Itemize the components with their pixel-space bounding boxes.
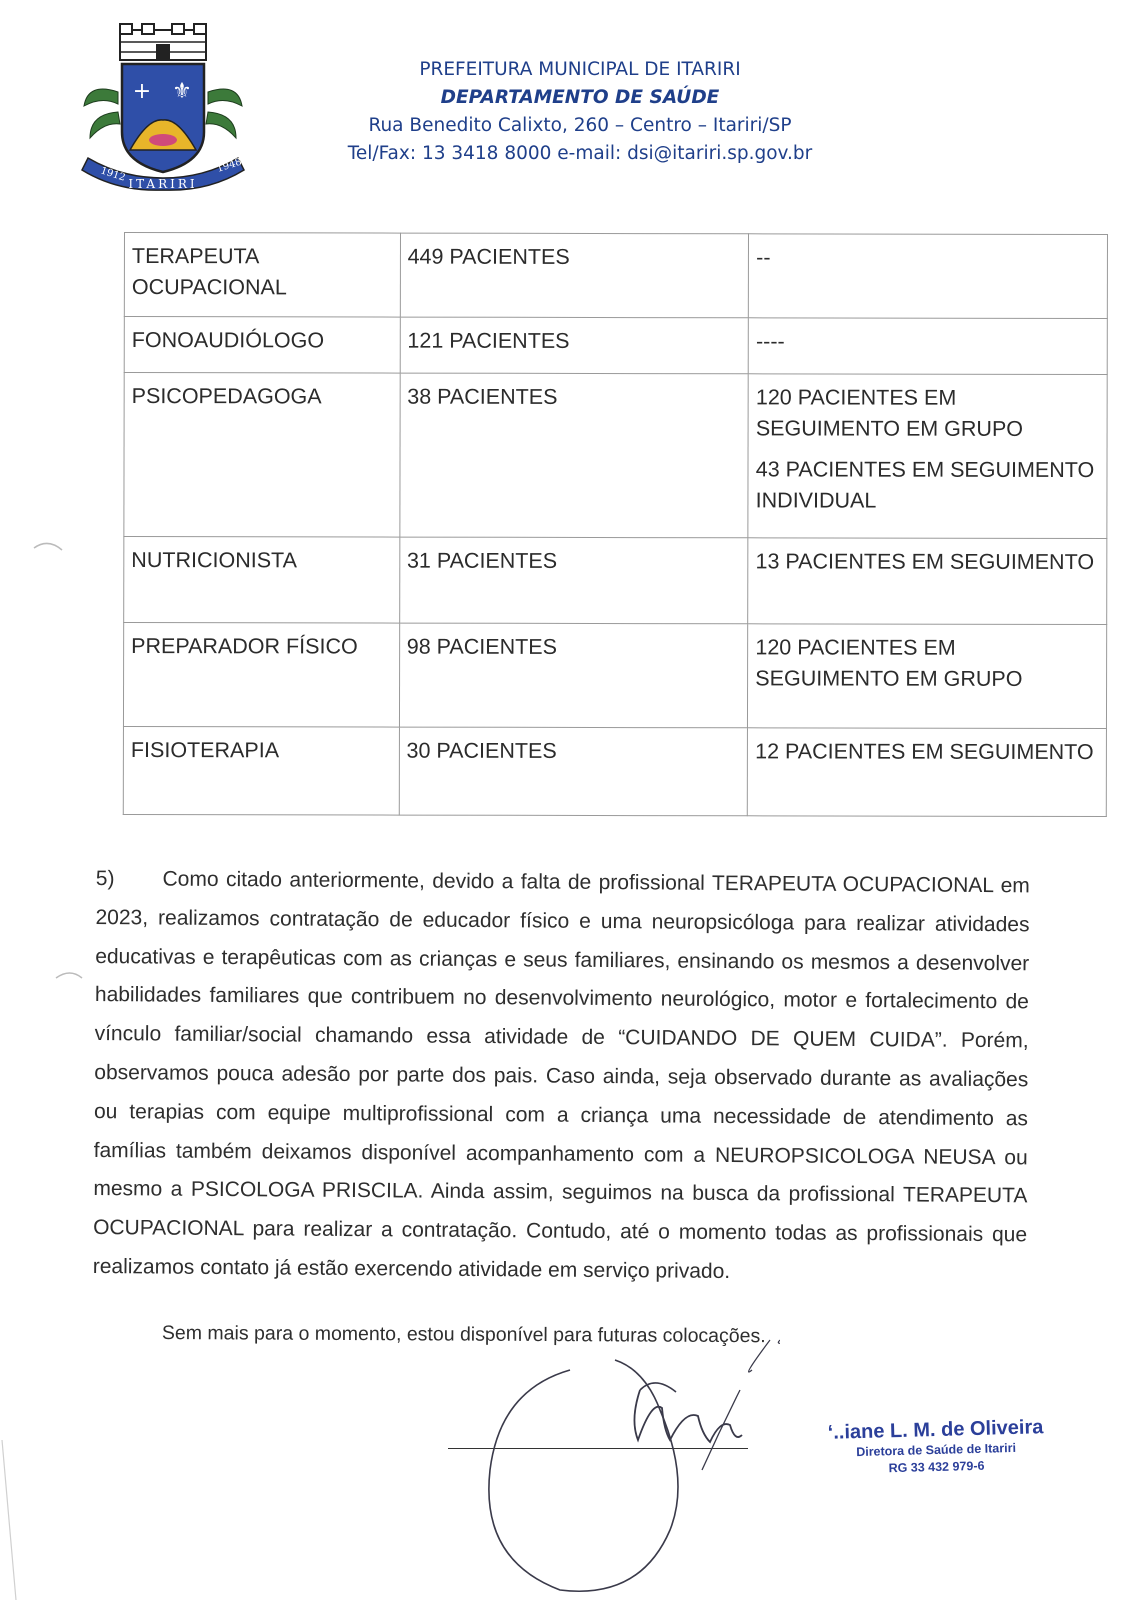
follow-up-cell: ---- [748,318,1107,375]
closing-line: Sem mais para o momento, estou disponível para futuras colocações. [161,1322,766,1348]
table-row [124,233,1107,319]
address: Rua Benedito Calixto, 260 – Centro – Itariri/SP [368,115,792,136]
follow-up-cell: -- [749,234,1108,319]
svg-text:1948: 1948 [215,156,244,175]
mural-crown-icon [120,24,206,60]
patients-cell: 38 PACIENTES [400,373,749,538]
follow-up-cell: 12 PACIENTES EM SEGUIMENTO [748,728,1107,817]
profession-cell: TERAPEUTA OCUPACIONAL [124,233,400,318]
contact-info: Tel/Fax: 13 3418 8000 e-mail: dsi@itariri.sp.gov.br [347,143,813,164]
profession-cell: FONOAUDIÓLOGO [124,317,400,374]
profession-cell: NUTRICIONISTA [124,537,400,624]
patients-table [123,232,1108,817]
handwritten-signature [440,1330,780,1600]
official-stamp [815,1415,1056,1479]
patients-cell: 449 PACIENTES [400,233,749,318]
scan-mark-icon [52,966,92,996]
patients-cell: 98 PACIENTES [399,623,748,728]
table-row [124,537,1107,625]
scan-edge-icon [0,1440,30,1600]
stamp-name: ‘..iane L. M. de Oliveira [827,1416,1044,1444]
svg-text:⚜: ⚜ [172,79,192,104]
profession-cell: FISIOTERAPIA [123,726,399,815]
stamp-role: Diretora de Saúde de Itariri [856,1440,1017,1460]
table-row [123,623,1106,729]
follow-up-cell: 13 PACIENTES EM SEGUIMENTO [748,538,1107,625]
stamp-rg: RG 33 432 979-6 [888,1458,985,1476]
svg-text:1912: 1912 [99,165,127,184]
table-row [124,317,1107,375]
item-number: 5) [95,866,115,891]
scan-mark-icon [30,536,70,566]
table-row [123,726,1106,816]
patients-cell: 30 PACIENTES [399,727,748,816]
patients-cell: 121 PACIENTES [400,317,749,374]
profession-cell: PREPARADOR FÍSICO [123,623,399,728]
municipality-name: PREFEITURA MUNICIPAL DE ITARIRI [419,59,741,80]
follow-up-cell: 120 PACIENTES EM SEGUIMENTO EM GRUPO [748,624,1107,729]
patients-cell: 31 PACIENTES [399,537,748,624]
letterhead [330,56,830,168]
table-row [124,373,1107,539]
svg-text:ITARIRI: ITARIRI [128,177,198,191]
department-name: DEPARTAMENTO DE SAÚDE [440,87,720,108]
follow-up-cell: 120 PACIENTES EM SEGUIMENTO EM GRUPO 43 PACIENTES EM SEGUIMENTO INDIVIDUAL [748,374,1107,539]
profession-cell: PSICOPEDAGOGA [124,373,400,538]
paragraph-text: Como citado anteriormente, devido a falta de profissional TERAPEUTA OCUPACIONAL em 2023, realizamos contratação de educador físico e uma neuropsicóloga para realizar atividades educativas e terapêuticas com as crianças e seus familiares, ensinando os mesmos a desenvolver habilidades familiares que contribuem no desenvolvimento neurológico, motor e fortalecimento de vínculo familiar/social chamando essa atividade de “CUIDANDO DE QUEM CUIDA”. Porém, observamos pouca adesão por parte dos pais. Caso ainda, seja observado durante as avaliações ou terapias com equipe multiprofissional com a criança uma necessidade de atendimento as famílias também deixamos disponível acompanhamento com a NEUROPSICOLOGA NEUSA ou mesmo a PSICOLOGA PRISCILA. Ainda assim, seguimos na busca da profissional TERAPEUTA OCUPACIONAL para realizar a contratação. Contudo, até o momento todas as profissionais que realizamos contato já estão exercendo atividade em serviço privado. [92,867,1030,1283]
svg-text:+: + [132,79,152,104]
body-paragraph [93,860,1030,1294]
coat-of-arms-logo [78,22,248,192]
